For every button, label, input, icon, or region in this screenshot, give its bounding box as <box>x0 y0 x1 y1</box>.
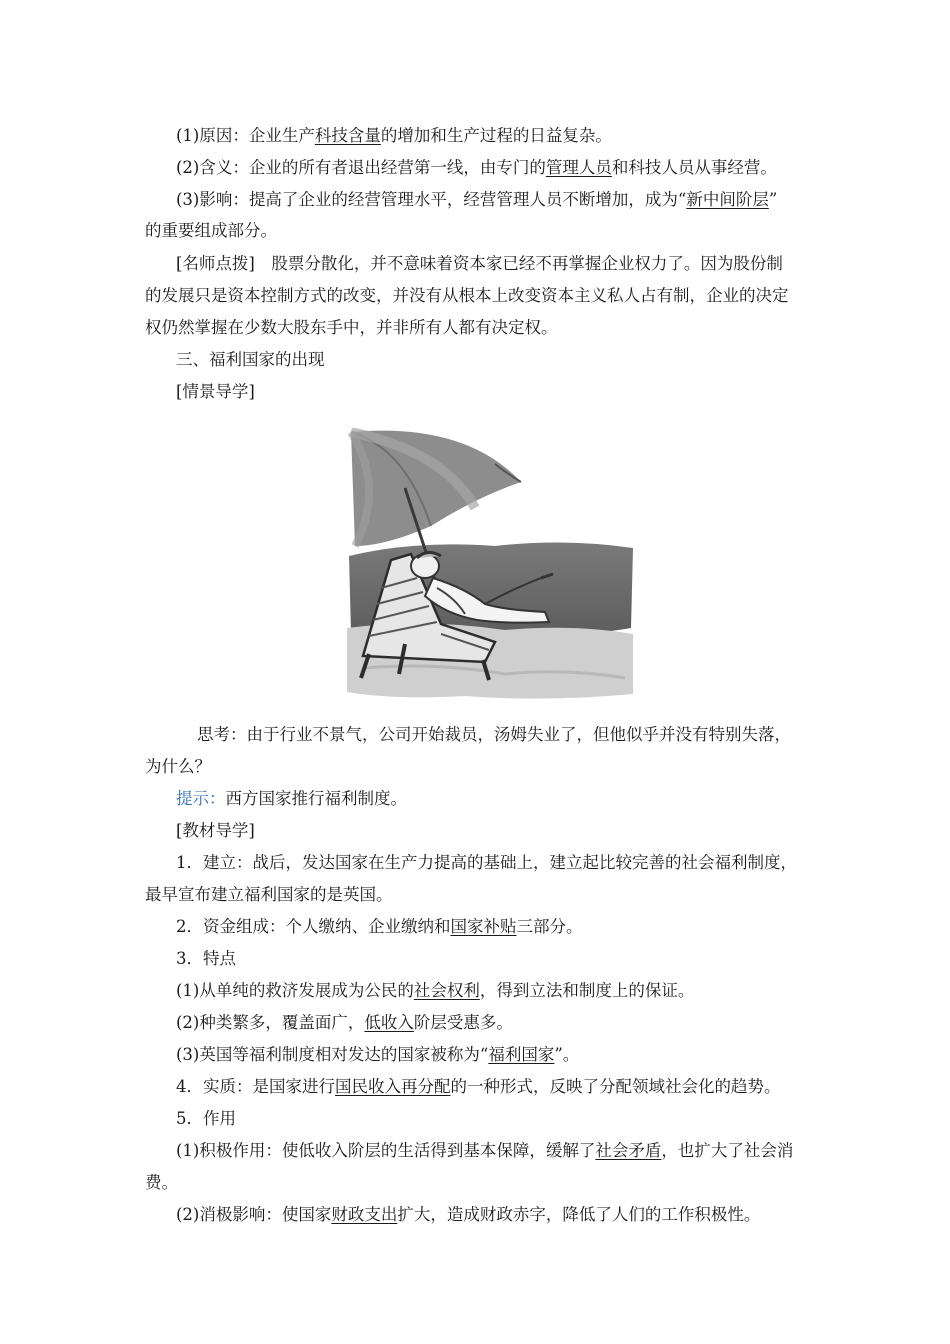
cause-line <box>176 125 810 147</box>
tip-line-2: 的发展只是资本控制方式的改变，并没有从根本上改变资本主义私人占有制，企业的决定 <box>145 286 789 305</box>
item5-b-rest: 扩大，造成财政赤字，降低了人们的工作积极性。 <box>397 1205 761 1224</box>
item3-c-line <box>176 1044 810 1066</box>
beach-umbrella-illustration <box>345 428 635 700</box>
item5-title: 5．作用 <box>176 1109 236 1128</box>
item3-b-rest: 阶层受惠多。 <box>413 1013 513 1032</box>
meaning-keyword: 管理人员 <box>545 158 612 177</box>
item3-a-keyword: 社会权利 <box>413 981 480 1000</box>
item5-b-prefix: (2)消极影响：使国家 <box>176 1205 332 1224</box>
item2-prefix: 2．资金组成：个人缴纳、企业缴纳和 <box>176 917 451 936</box>
tip-line-3: 权仍然掌握在少数大股东手中，并非所有人都有决定权。 <box>145 318 558 337</box>
impact-line-2: 的重要组成部分。 <box>145 221 277 240</box>
item5-a-line-2: 费。 <box>145 1173 178 1192</box>
textbook-label: [教材导学] <box>176 821 255 840</box>
impact-suffix: ” <box>768 190 778 209</box>
item3-c-keyword: 福利国家 <box>488 1045 555 1064</box>
item3-b-line <box>176 1012 810 1034</box>
hint-label: 提示： <box>176 789 226 808</box>
scene-label: [情景导学] <box>176 382 255 401</box>
item5-a-keyword: 社会矛盾 <box>595 1141 662 1160</box>
item3-a-line <box>176 980 810 1002</box>
impact-keyword: 新中间阶层 <box>686 190 769 209</box>
item3-b-prefix: (2)种类繁多，覆盖面广， <box>176 1013 365 1032</box>
section3-title: 三、福利国家的出现 <box>176 350 325 369</box>
item3-title: 3．特点 <box>176 949 236 968</box>
item5-b-line <box>176 1204 810 1226</box>
item3-c-prefix: (3)英国等福利制度相对发达的国家被称为“ <box>176 1045 489 1064</box>
item4-keyword: 国民收入再分配 <box>335 1077 451 1096</box>
meaning-prefix: (2)含义：企业的所有者退出经营第一线，由专门的 <box>176 158 546 177</box>
item4-line <box>176 1076 810 1098</box>
item2-line <box>176 916 810 938</box>
item3-c-rest: ”。 <box>554 1045 580 1064</box>
impact-line-1 <box>176 189 810 211</box>
hint-text: 西方国家推行福利制度。 <box>225 789 407 808</box>
item3-a-prefix: (1)从单纯的救济发展成为公民的 <box>176 981 414 1000</box>
item3-b-keyword: 低收入 <box>364 1013 414 1032</box>
meaning-rest: 和科技人员从事经营。 <box>611 158 777 177</box>
cause-prefix: (1)原因：企业生产 <box>176 126 315 145</box>
impact-prefix: (3)影响：提高了企业的经营管理水平，经营管理人员不断增加，成为“ <box>176 190 687 209</box>
cause-rest: 的增加和生产过程的日益复杂。 <box>380 126 612 145</box>
item2-rest: 三部分。 <box>516 917 583 936</box>
item5-b-keyword: 财政支出 <box>331 1205 398 1224</box>
item1-line-1: 1．建立：战后，发达国家在生产力提高的基础上，建立起比较完善的社会福利制度， <box>176 853 797 872</box>
item5-a-prefix: (1)积极作用：使低收入阶层的生活得到基本保障，缓解了 <box>176 1141 596 1160</box>
item2-keyword: 国家补贴 <box>450 917 517 936</box>
meaning-line <box>176 157 810 179</box>
think-line-1: 思考：由于行业不景气，公司开始裁员，汤姆失业了，但他似乎并没有特别失落， <box>197 725 791 744</box>
think-line-2: 为什么？ <box>145 757 211 776</box>
hint-line <box>176 788 810 810</box>
item4-prefix: 4．实质：是国家进行 <box>176 1077 335 1096</box>
item1-line-2: 最早宣布建立福利国家的是英国。 <box>145 885 393 904</box>
item4-rest: 的一种形式，反映了分配领域社会化的趋势。 <box>450 1077 781 1096</box>
item5-a-line-1 <box>176 1140 810 1162</box>
item3-a-rest: ，得到立法和制度上的保证。 <box>479 981 695 1000</box>
item5-a-rest: ，也扩大了社会消 <box>661 1141 794 1160</box>
cause-keyword: 科技含量 <box>314 126 381 145</box>
tip-line-1: [名师点拨] 股票分散化，并不意味着资本家已经不再掌握企业权力了。因为股份制 <box>176 254 783 273</box>
